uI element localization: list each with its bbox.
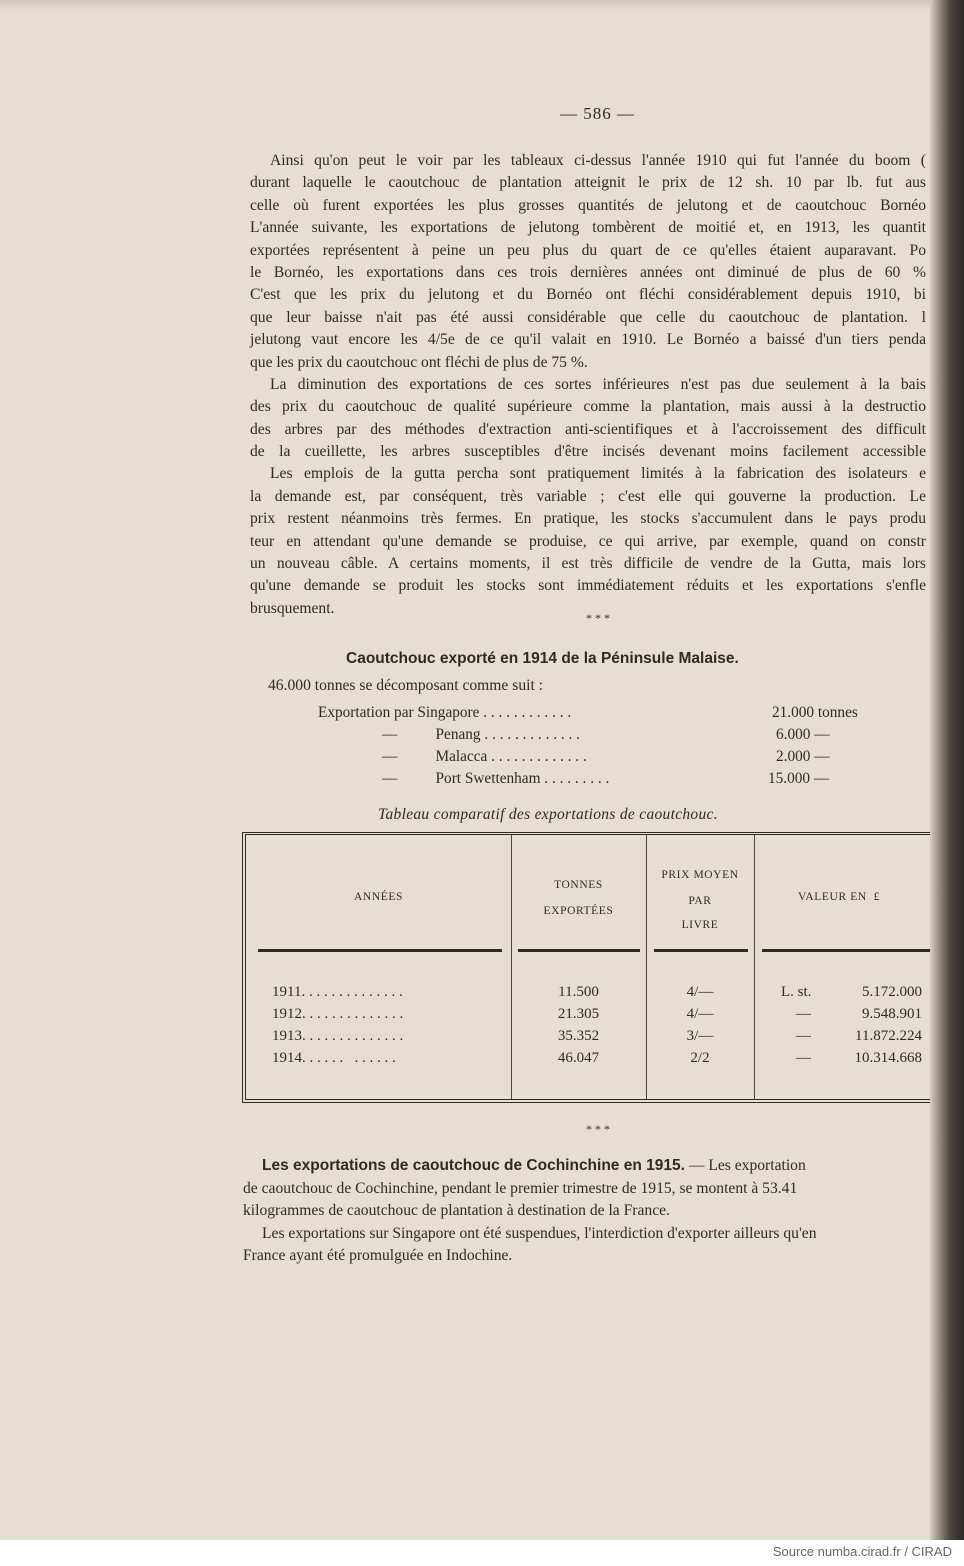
section2-first-line	[262, 1157, 806, 1175]
cell-year: 1911. . . . . . . . . . . . . .	[272, 984, 403, 1000]
header-rule	[518, 949, 640, 952]
separator-stars: * * *	[586, 1122, 610, 1136]
export-label: — Port Swettenham . . . . . . . . .	[382, 770, 610, 787]
text-line: Ainsi qu'on peut le voir par les tableaux ci-dessus l'année 1910 qui fut l'année du boom (	[270, 152, 926, 169]
cell-tonnes: 11.500	[558, 984, 599, 1000]
text-line: jelutong vaut encore les 4/5e de ce qu'il valait en 1910. Le Bornéo a baissé d'un tiers penda	[250, 331, 926, 349]
page-top-edge	[0, 0, 964, 10]
text-line: des prix du caoutchouc de qualité supérieure comme la plantation, mais aussi à la destructio	[250, 398, 926, 416]
text-line: La diminution des exportations de ces sortes inférieures n'est pas due seulement à la bais	[270, 375, 926, 393]
header-rule	[762, 949, 930, 952]
comparison-table	[242, 832, 930, 1103]
separator-stars: * * *	[586, 611, 610, 625]
text-line: des arbres par des méthodes d'extraction anti-scientifiques et à l'accroissement des difficult	[250, 420, 926, 438]
text-line: France ayant été promulguée en Indochine.	[243, 1247, 513, 1264]
cell-prefix: —	[796, 1050, 811, 1066]
export-value: 21.000 tonnes	[772, 704, 858, 721]
header-par: PAR	[688, 895, 712, 907]
text-line: — Les exportation	[688, 1157, 806, 1174]
text-line: C'est que les prix du jelutong et du Bornéo ont fléchi considérablement depuis 1910, bi	[250, 286, 926, 304]
cell-prefix: L. st.	[781, 984, 812, 1000]
header-annees: ANNÉES	[354, 891, 403, 903]
text-line: de la cueillette, les arbres susceptibles d'être incisés devenant moins facilement accessible	[250, 443, 926, 461]
header-tonnes: TONNES	[554, 879, 603, 891]
cell-year: 1913. . . . . . . . . . . . . .	[272, 1028, 404, 1044]
export-value: 2.000 —	[776, 748, 830, 765]
section-title-cochinchine: Les exportations de caoutchouc de Cochinchine en 1915.	[262, 1157, 685, 1174]
text-line: teur en attendant qu'une demande se produise, ce qui arrive, par exemple, quand on constr	[250, 532, 926, 550]
text-line: que les prix du caoutchouc ont fléchi de plus de 75 %.	[250, 353, 588, 371]
cell-prix: 4/—	[686, 984, 714, 1000]
header-prix-moyen: PRIX MOYEN	[661, 869, 739, 881]
text-line: que leur baisse n'ait pas été aussi considérable que celle du caoutchouc de plantation. l	[250, 308, 926, 326]
text-line: Les exportations sur Singapore ont été suspendues, l'interdiction d'exporter ailleurs qu'en	[262, 1225, 817, 1242]
export-label: — Penang . . . . . . . . . . . . .	[382, 726, 581, 743]
header-valeur: VALEUR EN £	[797, 891, 881, 903]
header-rule	[258, 949, 502, 952]
text-line: Les emplois de la gutta percha sont pratiquement limités à la fabrication des isolateurs e	[270, 465, 926, 483]
cell-valeur: 9.548.901	[862, 1006, 922, 1022]
cell-year: 1914. . . . . . . . . . . .	[272, 1050, 396, 1066]
cell-valeur: 5.172.000	[862, 984, 922, 1000]
book-edge	[930, 0, 964, 1540]
cell-tonnes: 21.305	[557, 1006, 600, 1022]
export-label: — Malacca . . . . . . . . . . . . .	[382, 748, 587, 765]
section-intro: 46.000 tonnes se décomposant comme suit :	[268, 677, 544, 694]
text-line: prix restent néanmoins très fermes. En pratique, les stocks s'accumulent dans le pays produ	[250, 510, 926, 528]
cell-year: 1912. . . . . . . . . . . . . .	[272, 1006, 404, 1022]
cell-tonnes: 46.047	[557, 1050, 600, 1066]
text-line: L'année suivante, les exportations de jelutong tombèrent de moitié et, en 1913, les quantit	[250, 219, 926, 237]
text-line: de caoutchouc de Cochinchine, pendant le premier trimestre de 1915, se montent à 53.41	[243, 1180, 798, 1197]
text-line: qu'une demande se produit les stocks sont immédiatement réduits et les exportations s'enfle	[250, 577, 926, 595]
text-line: un nouveau câble. A certains moments, il est très difficile de vendre de la Gutta, mais lors	[250, 555, 926, 573]
cell-valeur: 11.872.224	[855, 1028, 922, 1044]
cell-prefix: —	[796, 1006, 811, 1022]
export-label: Exportation par Singapore . . . . . . . . . . . .	[318, 704, 572, 721]
page-number: — 586 —	[560, 104, 635, 123]
table-caption: Tableau comparatif des exportations de caoutchouc.	[378, 806, 718, 823]
export-value: 6.000 —	[776, 726, 830, 743]
section-title-malaise: Caoutchouc exporté en 1914 de la Péninsule Malaise.	[346, 650, 739, 667]
text-line: brusquement.	[250, 599, 335, 617]
header-rule	[654, 949, 748, 952]
text-line: la demande est, par conséquent, très variable ; c'est elle qui gouverne la production. Le	[250, 487, 926, 505]
header-exportees: EXPORTÉES	[543, 905, 614, 917]
paragraph-1	[250, 150, 926, 620]
source-credit: Source numba.cirad.fr / CIRAD	[772, 1544, 952, 1559]
cell-valeur: 10.314.668	[854, 1050, 922, 1066]
export-value: 15.000 —	[768, 770, 830, 787]
column-divider	[754, 835, 755, 1099]
text-line: exportées représentent à peine un peu plus du quart de ce qu'elles étaient auparavant. Po	[250, 241, 926, 259]
text-line: durant laquelle le caoutchouc de plantation atteignit le prix de 12 sh. 10 par lb. fut aus	[250, 174, 926, 192]
header-livre: LIVRE	[681, 919, 719, 931]
cell-prefix: —	[796, 1028, 811, 1044]
cell-prix: 3/—	[686, 1028, 714, 1044]
text-line: kilogrammes de caoutchouc de plantation à destination de la France.	[243, 1202, 670, 1219]
cell-prix: 2/2	[690, 1050, 710, 1066]
cell-tonnes: 35.352	[557, 1028, 600, 1044]
text-line: le Bornéo, les exportations dans ces trois dernières années ont diminué de plus de 60 %	[250, 263, 926, 281]
cell-prix: 4/—	[686, 1006, 714, 1022]
text-line: celle où furent exportées les plus grosses quantités de jelutong et de caoutchouc Bornéo	[250, 196, 926, 214]
